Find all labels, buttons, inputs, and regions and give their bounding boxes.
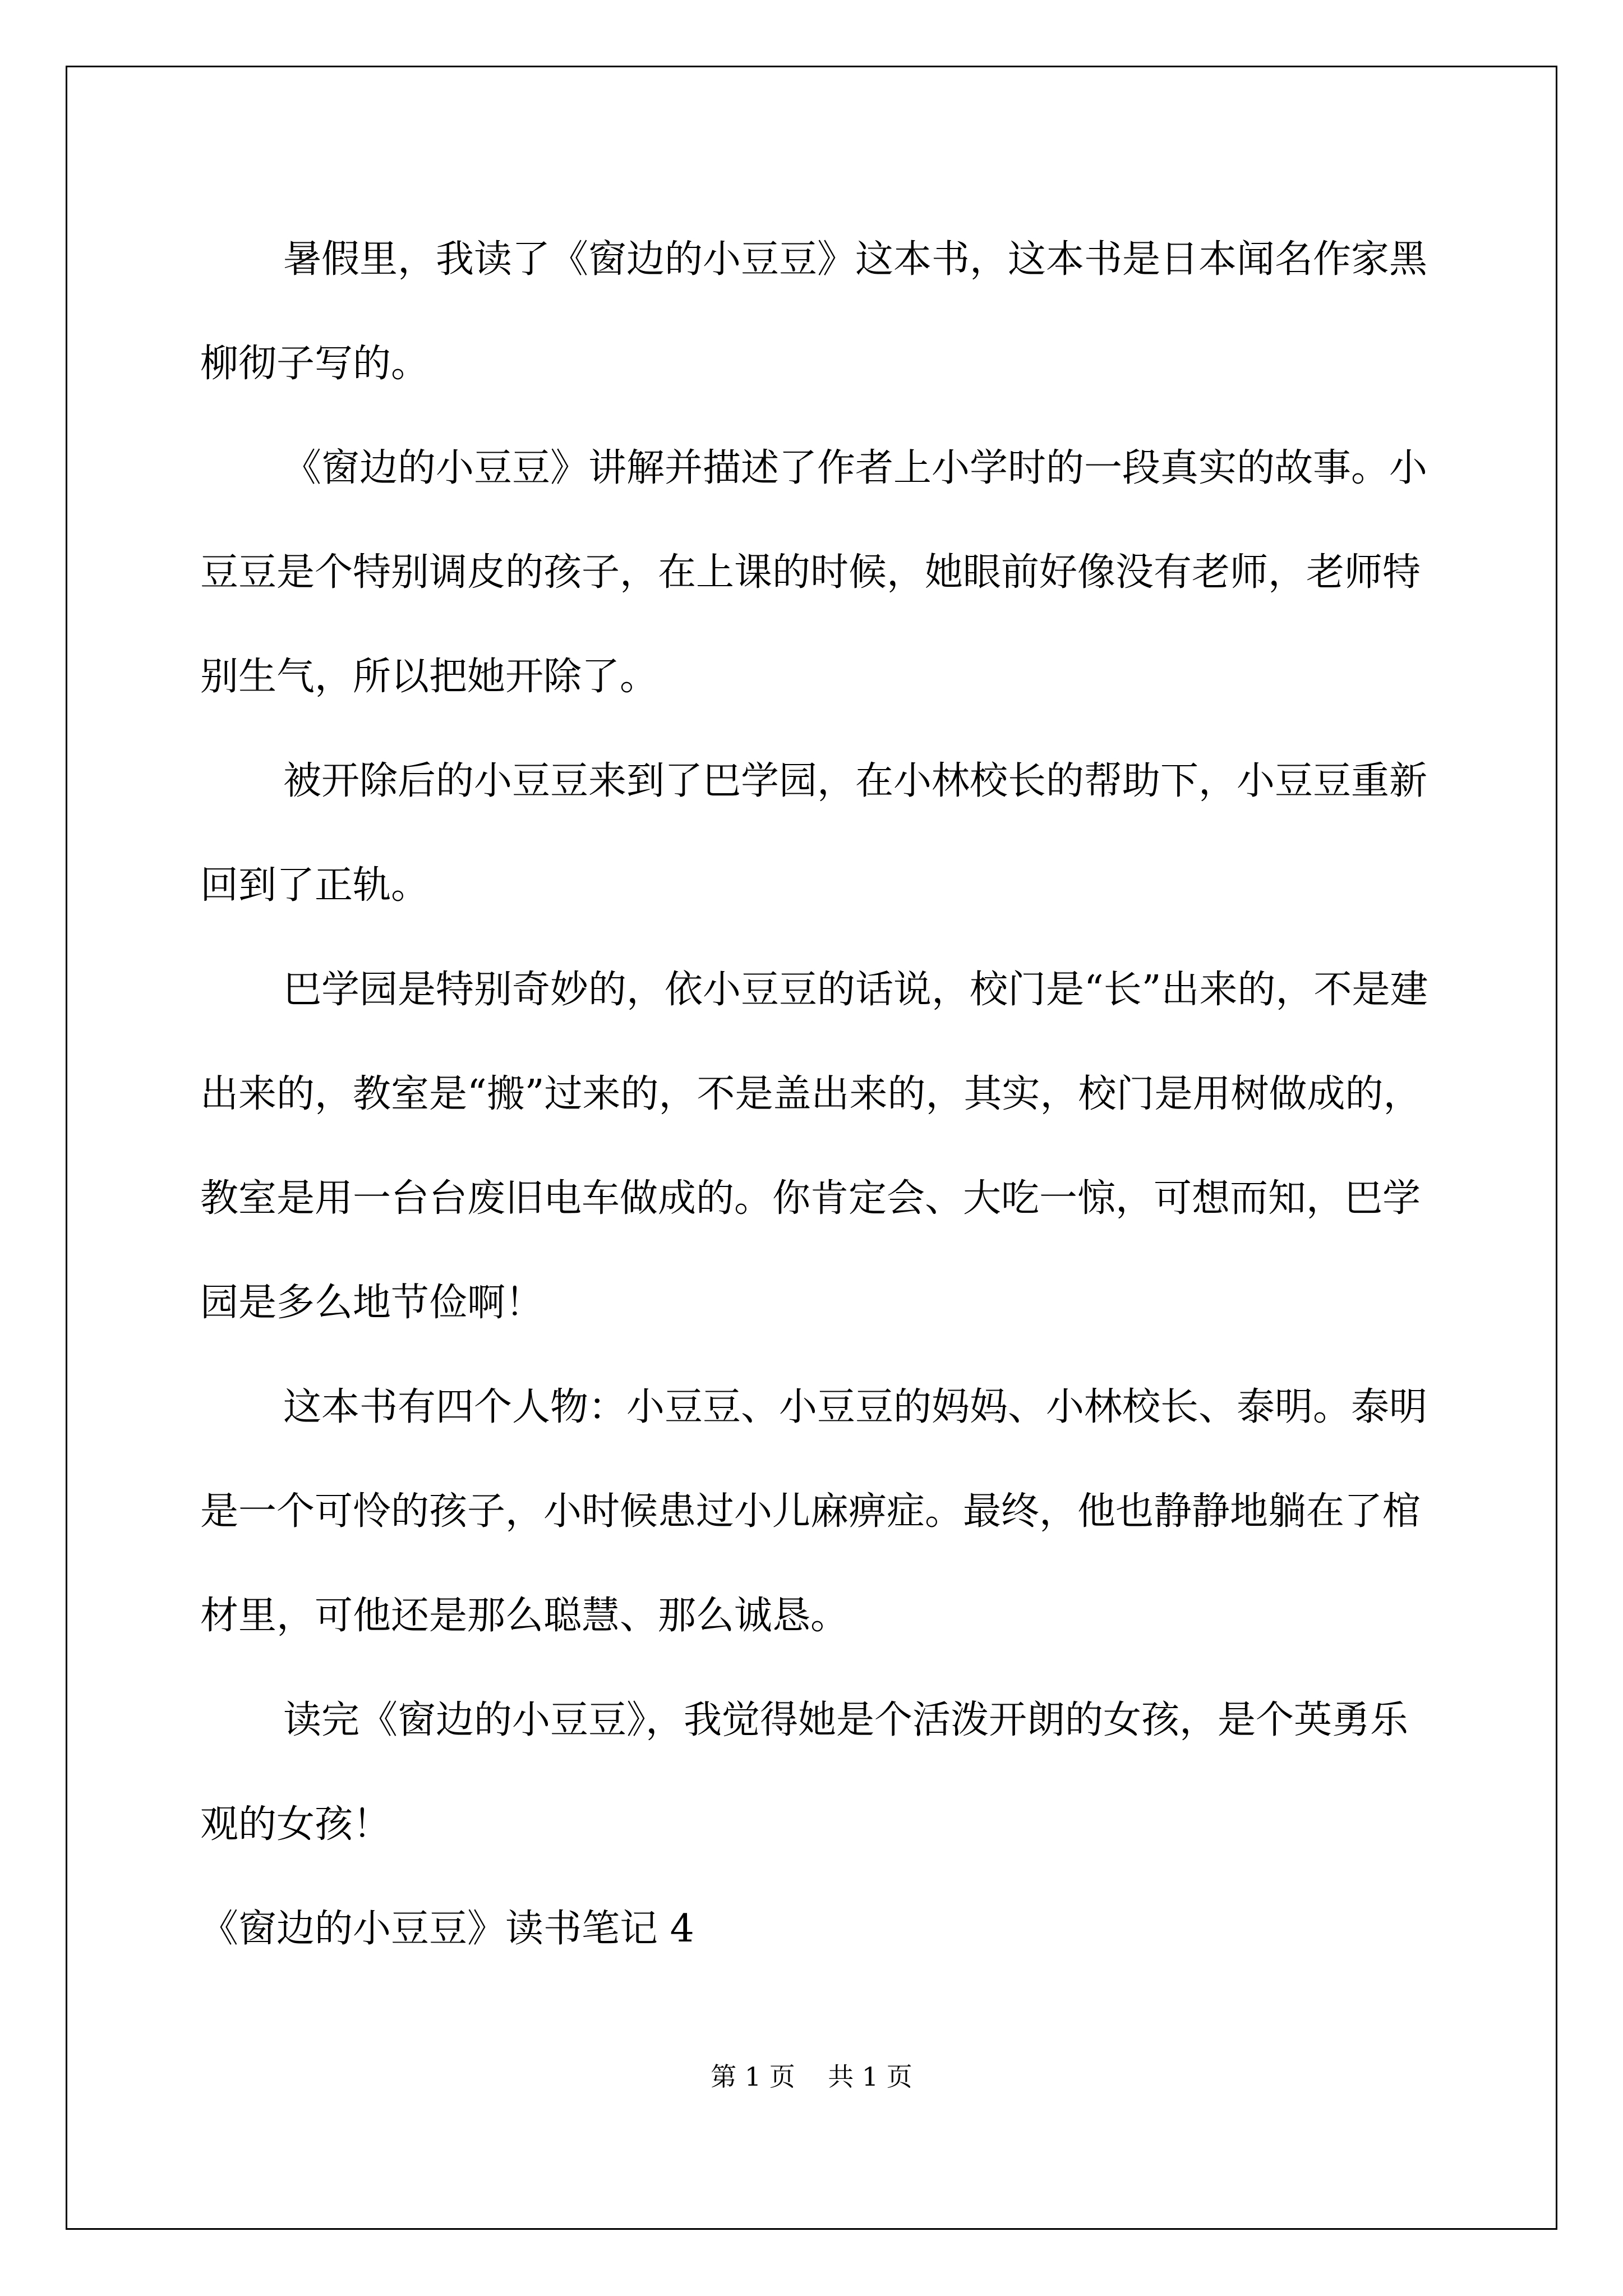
paragraph-1: 暑假里，我读了《窗边的小豆豆》这本书，这本书是日本闻名作家黑柳彻子写的。: [200, 237, 1428, 386]
next-section-title: 《窗边的小豆豆》读书笔记 4: [200, 1907, 694, 1951]
document-body: [200, 208, 1434, 1981]
paragraph-6: 读完《窗边的小豆豆》，我觉得她是个活泼开朗的女孩，是个英勇乐观的女孩！: [200, 1698, 1409, 1847]
paragraph-3: 被开除后的小豆豆来到了巴学园，在小林校长的帮助下，小豆豆重新回到了正轨。: [200, 759, 1428, 908]
paragraph-4: 巴学园是特别奇妙的，依小豆豆的话说，校门是“长”出来的，不是建出来的，教室是“搬”过来的，不是盖出来的，其实，校门是用树做成的，教室是用一台台废旧电车做成的。你肯定会、大吃一惊，可想而知，巴学园是多么地节俭啊！: [200, 968, 1428, 1325]
paragraph-5: 这本书有四个人物：小豆豆、小豆豆的妈妈、小林校长、泰明。泰明是一个可怜的孩子，小时候患过小儿麻痹症。最终，他也静静地躺在了棺材里，可他还是那么聪慧、那么诚恳。: [200, 1385, 1428, 1638]
page-footer: 第 1 页 共 1 页: [711, 2062, 912, 2092]
paragraph-2: 《窗边的小豆豆》讲解并描述了作者上小学时的一段真实的故事。小豆豆是个特别调皮的孩子，在上课的时候，她眼前好像没有老师，老师特别生气，所以把她开除了。: [200, 446, 1428, 699]
